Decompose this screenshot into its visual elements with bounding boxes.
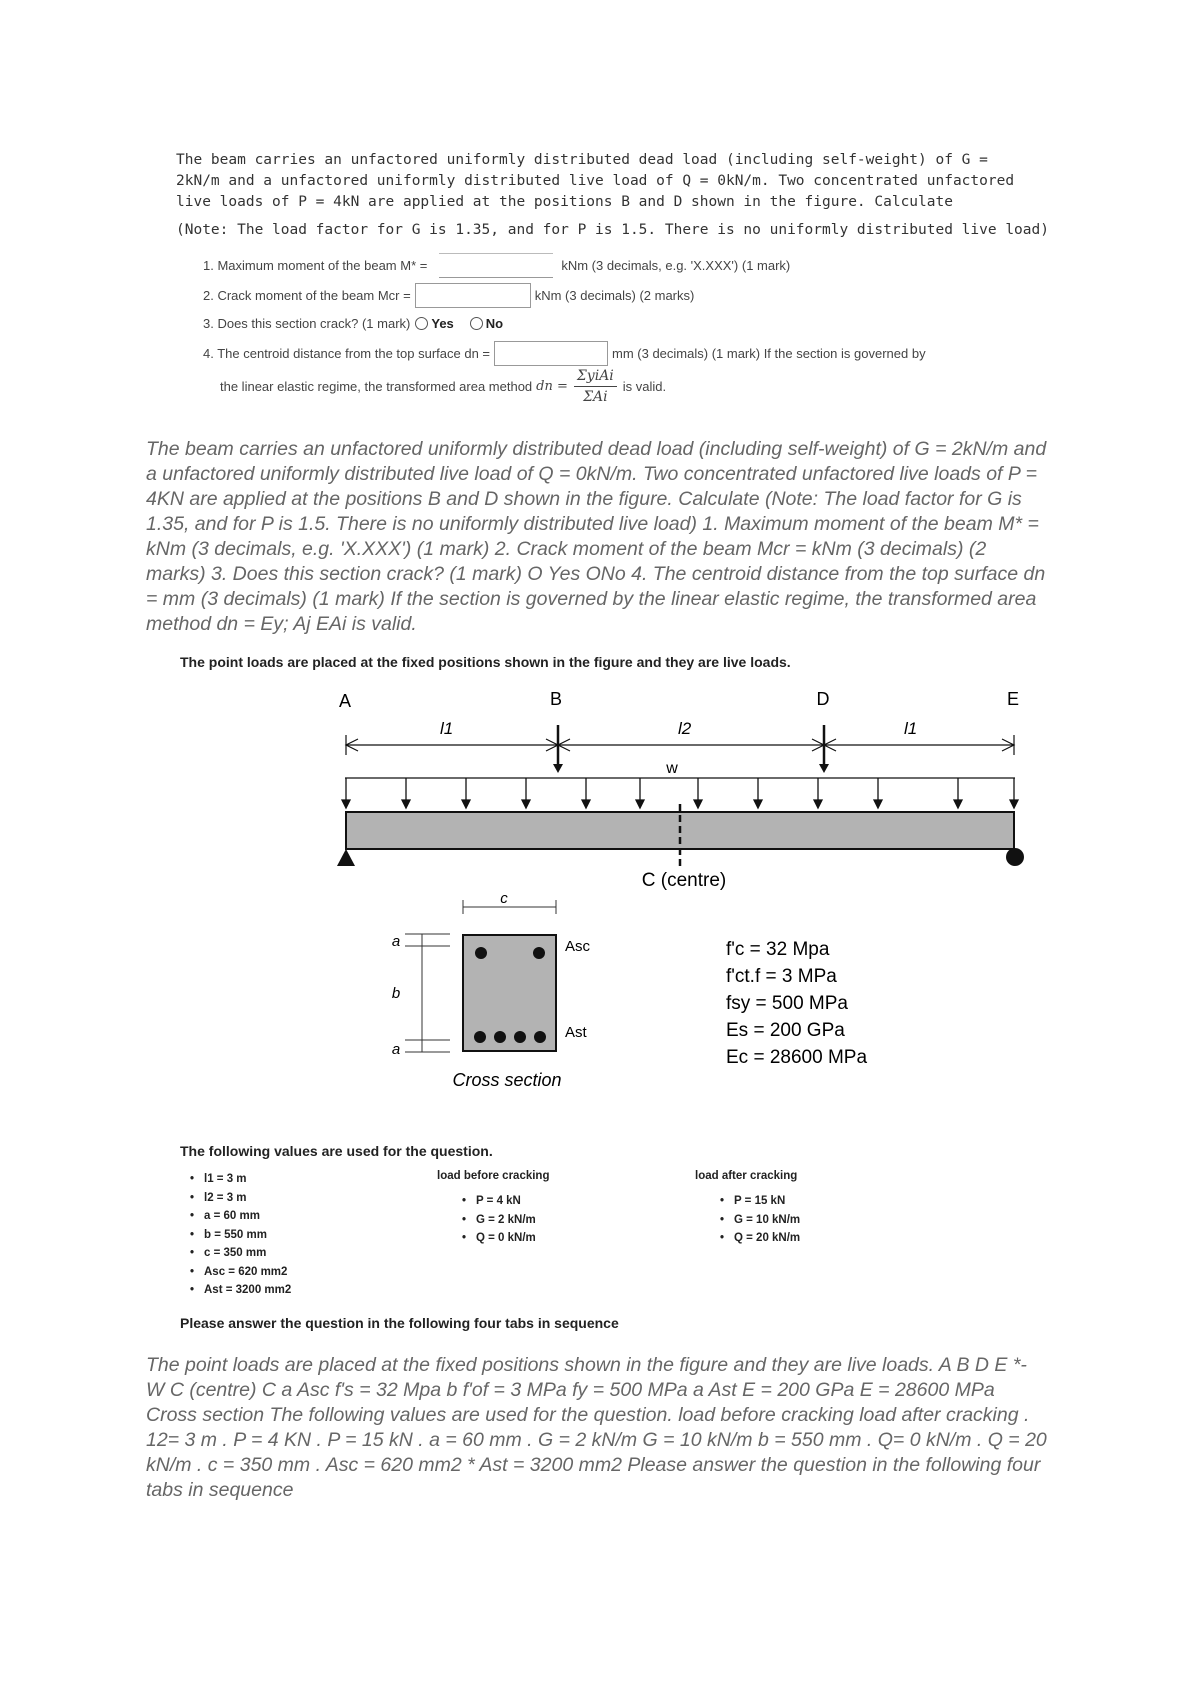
question-3-row — [203, 316, 503, 331]
list-item: • l2 = 3 m — [190, 1189, 291, 1208]
before-cracking-title: load before cracking — [437, 1170, 550, 1182]
list-item: • G = 10 kN/m — [720, 1211, 800, 1230]
question-1-label: 1. Maximum moment of the beam M* = — [203, 258, 428, 273]
rebar-top-left — [475, 947, 487, 959]
values-footer: Please answer the question in the following four tabs in sequence — [180, 1315, 619, 1331]
dn-symbol: dn = — [536, 379, 568, 394]
yes-radio[interactable] — [415, 317, 428, 330]
question-note: (Note: The load factor for G is 1.35, and for P is 1.5. There is no uniformly distributed live load) — [176, 222, 1049, 238]
list-item: • P = 15 kN — [720, 1192, 800, 1211]
ocr-paragraph-1: The beam carries an unfactored uniformly distributed dead load (including self-weight) of G = 2kN/m and a unfactored uniformly distributed live load of Q = 0kN/m. Two concentrated unfactored live loads of P = 4KN are applied at the positions B and D shown in the figure. Calculate (Note: The load factor for G is 1.35, and for P is 1.5. There is no uniformly distributed live load) 1. Maximum moment of the beam M* = kNm (3 decimals, e.g. 'X.XXX') (1 mark) 2. Crack moment of the beam Mcr = kNm (3 decimals) (2 marks) 3. Does this section crack? (1 mark) O Yes ONo 4. The centroid distance from the top surface dn = mm (3 decimals) (1 mark) If the section is governed by the linear elastic regime, the transformed area method dn = Ey; Aj EAi is valid. — [146, 438, 1047, 635]
after-cracking-title: load after cracking — [695, 1170, 798, 1182]
no-label: No — [485, 316, 504, 331]
formula-numerator: ΣyiAi — [574, 368, 617, 387]
prop-es: Es = 200 GPa — [726, 1020, 845, 1041]
question-2-suffix: kNm (3 decimals) (2 marks) — [534, 288, 695, 303]
question-4-formula — [220, 368, 666, 405]
asc-label: Asc — [565, 938, 591, 955]
list-item: • P = 4 kN — [462, 1192, 536, 1211]
udl-label: w — [666, 760, 678, 777]
centroid-input[interactable] — [494, 341, 608, 366]
label-b: B — [549, 689, 563, 709]
transformed-area-formula — [574, 368, 617, 405]
cross-section-caption: Cross section — [452, 1070, 562, 1090]
dim-a-bot-label: a — [391, 1041, 401, 1058]
no-radio[interactable] — [470, 317, 483, 330]
distributed-load — [342, 778, 1018, 808]
point-load-b — [553, 725, 563, 773]
prop-fc: f'c = 32 Mpa — [726, 939, 830, 960]
material-properties — [726, 939, 867, 1068]
ocr-paragraph-2: The point loads are placed at the fixed positions shown in the figure and they are live loads. A B D E *- W C (centre) C a Asc f's = 32 Mpa b f'of = 3 MPa fy = 500 MPa a Ast E = 200 GPa E = 28600 MPa Cross section The following values are used for the question. load before cracking load after cracking . 12= 3 m . P = 4 KN . P = 15 kN . a = 60 mm . G = 2 kN/m G = 10 kN/m b = 550 mm . Q= 0 kN/m . Q = 20 kN/m . c = 350 mm . Asc = 620 mm2 * Ast = 3200 mm2 Please answer the question in the following four tabs in sequence — [146, 1354, 1047, 1501]
question-4-valid: is valid. — [622, 379, 667, 394]
dim-c-label: c — [500, 890, 508, 907]
figure-heading: The point loads are placed at the fixed positions shown in the figure and they are live loads. — [180, 654, 791, 670]
question-1-suffix: kNm (3 decimals, e.g. 'X.XXX') (1 mark) — [561, 258, 791, 273]
question-4-label: 4. The centroid distance from the top surface dn = — [203, 346, 491, 361]
values-list — [190, 1170, 291, 1300]
after-cracking-list — [720, 1192, 800, 1248]
dimension-line — [346, 735, 1014, 755]
question-1-row — [203, 253, 790, 278]
rebar-bottom-1 — [474, 1031, 486, 1043]
label-e: E — [1006, 689, 1020, 709]
yes-label: Yes — [431, 316, 454, 331]
dim-a-top-label: a — [391, 933, 401, 950]
before-cracking-list — [462, 1192, 536, 1248]
roller-support-icon — [1006, 848, 1024, 866]
beam-figure — [0, 680, 1191, 1100]
label-d: D — [816, 689, 830, 709]
max-moment-input[interactable] — [439, 253, 553, 278]
question-2-label: 2. Crack moment of the beam Mcr = — [203, 288, 411, 303]
list-item: • Asc = 620 mm2 — [190, 1263, 291, 1282]
list-item: • c = 350 mm — [190, 1244, 291, 1263]
question-2-row — [203, 283, 694, 308]
rebar-bottom-4 — [534, 1031, 546, 1043]
prop-fsy: fsy = 500 MPa — [726, 993, 848, 1014]
list-item: • l1 = 3 m — [190, 1170, 291, 1189]
pin-support-icon — [337, 849, 355, 866]
list-item: • Ast = 3200 mm2 — [190, 1281, 291, 1300]
span-l1-right: l1 — [904, 719, 918, 738]
crack-moment-input[interactable] — [415, 283, 531, 308]
rebar-bottom-2 — [494, 1031, 506, 1043]
rebar-top-right — [533, 947, 545, 959]
formula-denominator: ΣAi — [583, 389, 608, 405]
question-4-row — [203, 341, 926, 366]
span-l1-left: l1 — [440, 719, 454, 738]
list-item: • Q = 0 kN/m — [462, 1229, 536, 1248]
rebar-bottom-3 — [514, 1031, 526, 1043]
list-item: • G = 2 kN/m — [462, 1211, 536, 1230]
ast-label: Ast — [565, 1024, 587, 1041]
question-intro: The beam carries an unfactored uniformly distributed dead load (including self-weight) of G = 2kN/m and a unfactored uniformly distributed live load of Q = 0kN/m. Two concentrated unfactored live loads of P = 4kN are applied at the positions B and D shown in the figure. Calculate — [176, 152, 1015, 210]
label-a: A — [338, 691, 352, 711]
list-item: • a = 60 mm — [190, 1207, 291, 1226]
dim-b-label: b — [391, 985, 401, 1002]
list-item: • b = 550 mm — [190, 1226, 291, 1245]
question-3-label: 3. Does this section crack? (1 mark) — [203, 316, 411, 331]
question-4-line2: the linear elastic regime, the transformed area method — [220, 379, 533, 394]
question-4-suffix: mm (3 decimals) (1 mark) If the section is governed by — [612, 346, 926, 361]
centre-label: C (centre) — [641, 870, 727, 891]
span-l2: l2 — [678, 719, 692, 738]
point-load-d — [819, 725, 829, 773]
values-heading: The following values are used for the question. — [180, 1143, 493, 1159]
list-item: • Q = 20 kN/m — [720, 1229, 800, 1248]
prop-ec: Ec = 28600 MPa — [726, 1047, 868, 1068]
prop-fctf: f'ct.f = 3 MPa — [726, 966, 837, 987]
